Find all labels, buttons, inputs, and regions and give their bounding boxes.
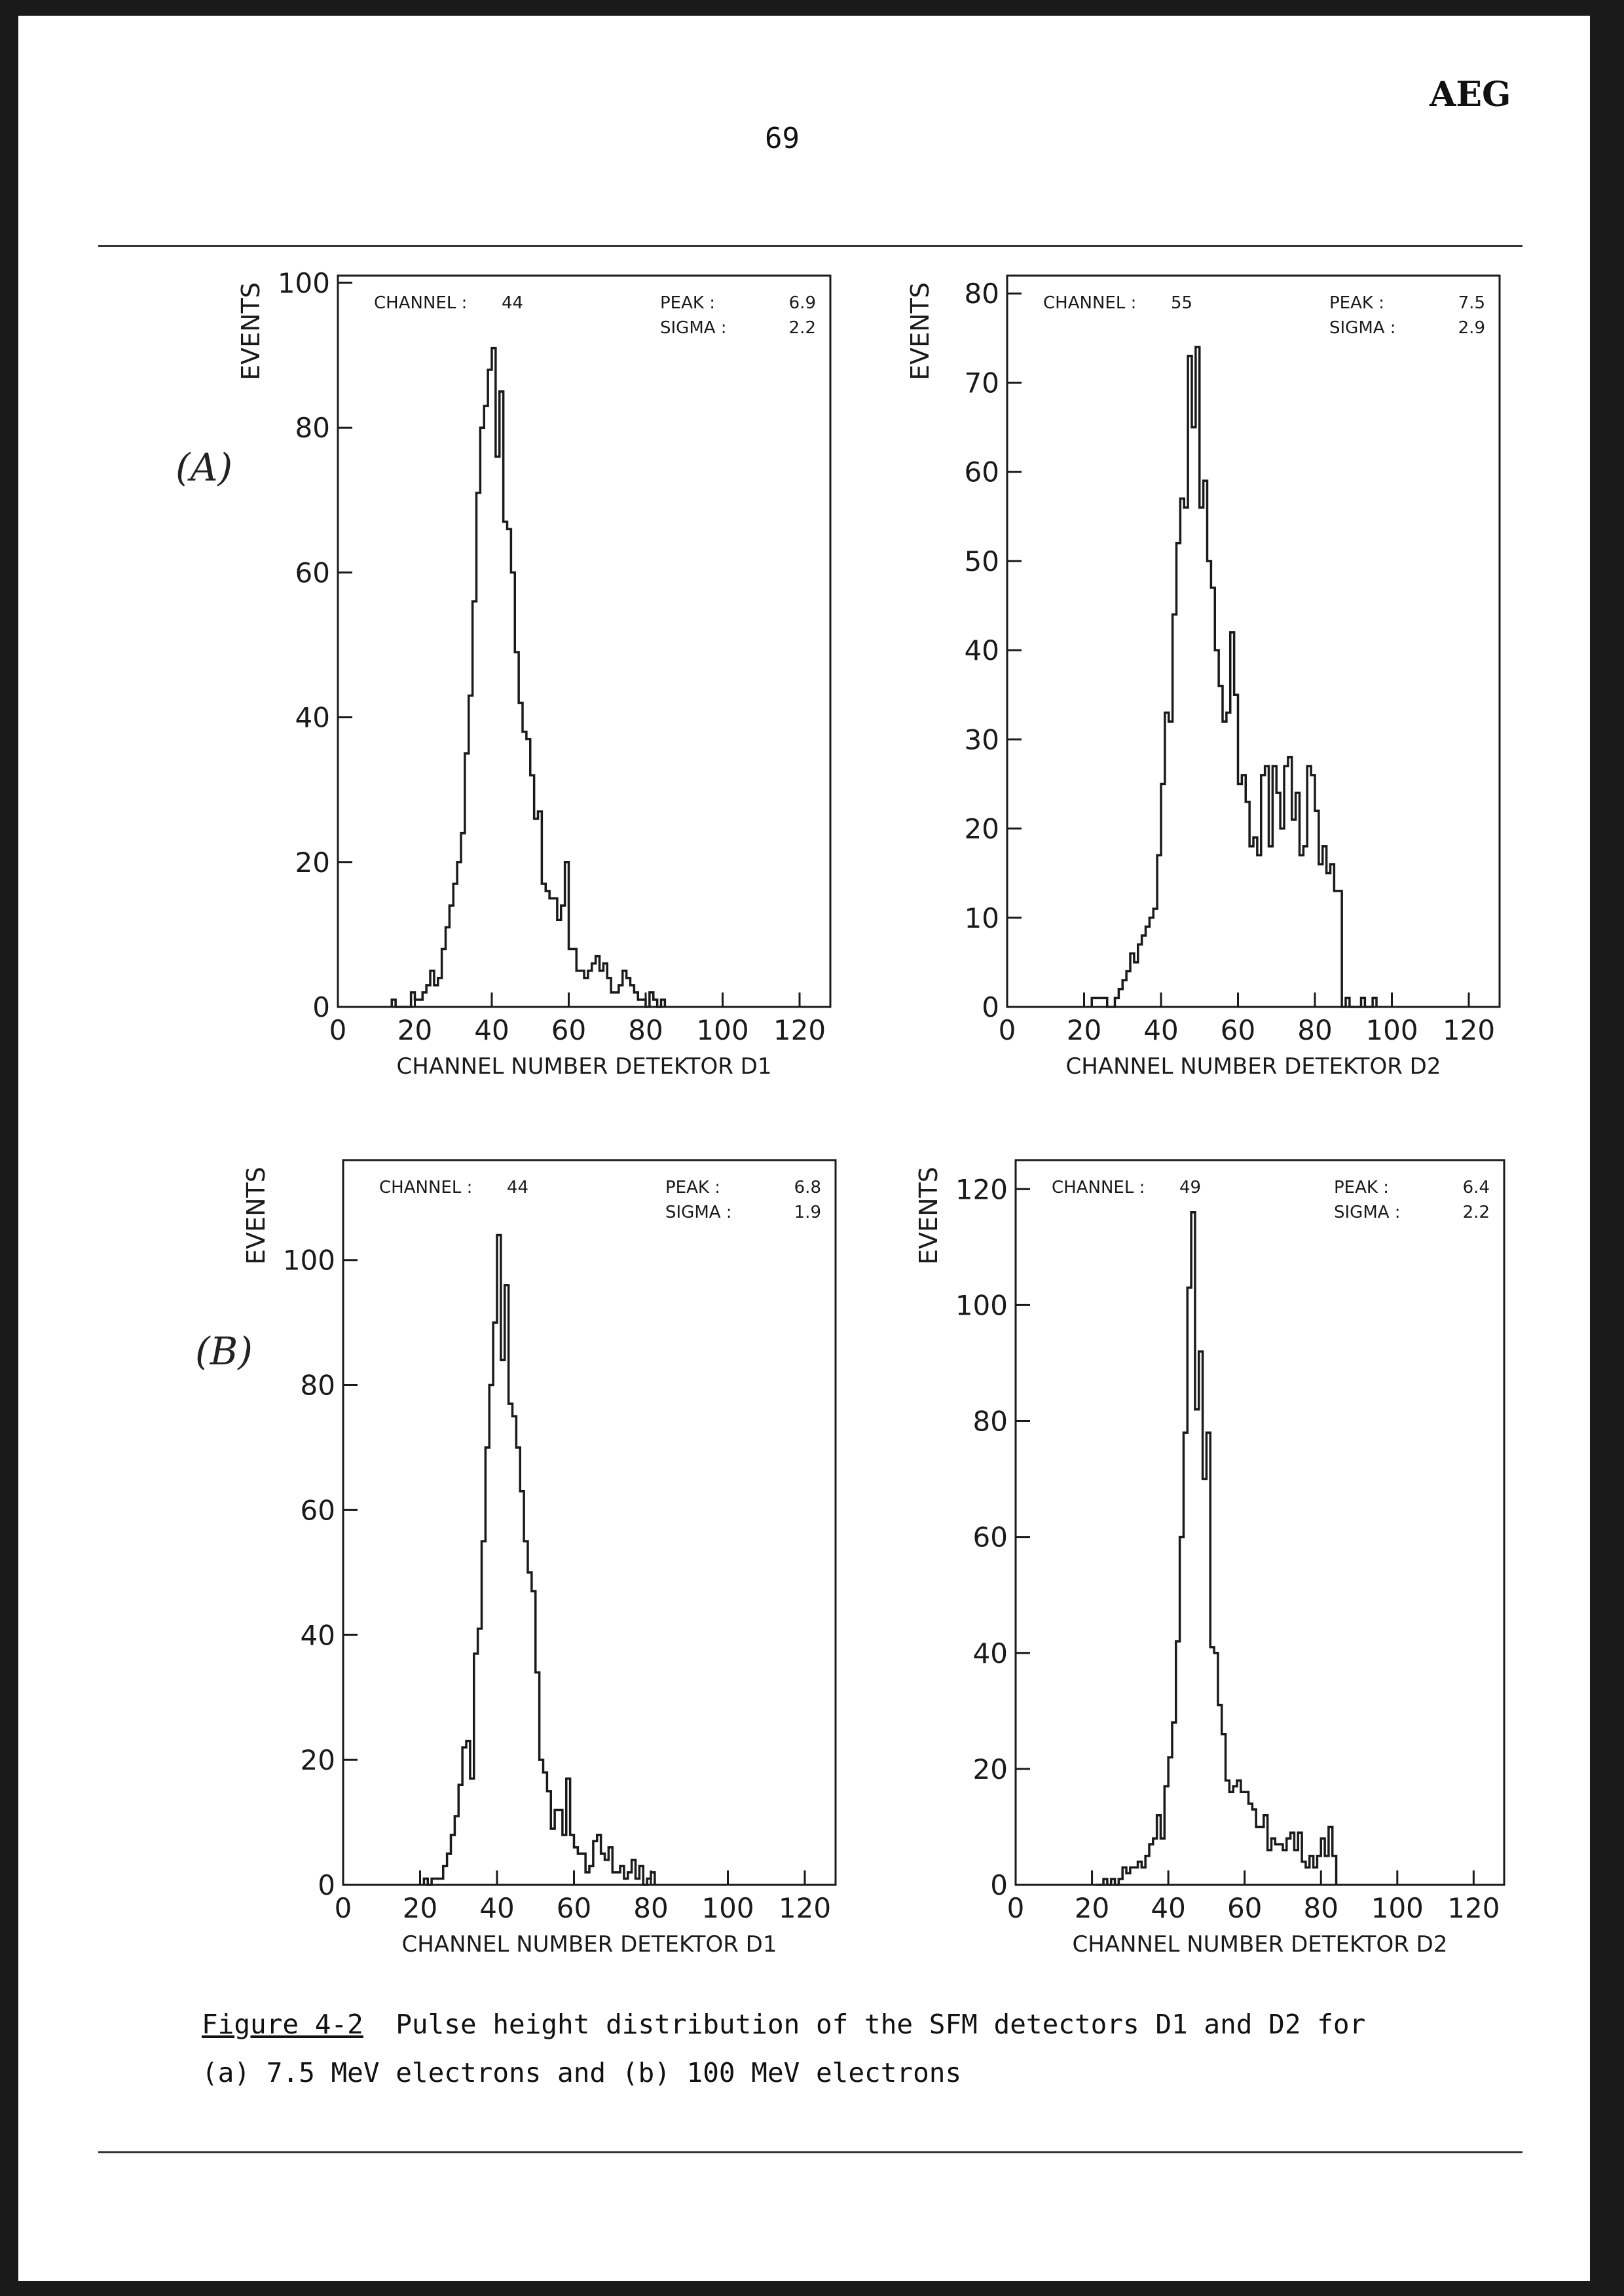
y-tick-label: 10 [964,902,999,934]
document-page [18,16,1590,2281]
channel-label: CHANNEL : [1043,293,1137,313]
y-tick-label: 20 [964,812,999,845]
x-tick-label: 60 [1220,1014,1256,1046]
figure-label: Figure 4-2 [202,2009,363,2040]
peak-label: PEAK : [660,293,715,313]
y-tick-label: 60 [295,556,330,589]
sigma-value: 2.9 [1458,318,1485,338]
y-tick-label: 40 [300,1619,335,1652]
page-number: 69 [765,122,800,155]
x-axis-label: CHANNEL NUMBER DETEKTOR D2 [1072,1931,1448,1958]
peak-value: 6.8 [794,1178,821,1197]
x-tick-label: 100 [701,1892,754,1924]
sigma-label: SIGMA : [660,318,727,338]
sigma-label: SIGMA : [665,1203,732,1222]
peak-value: 6.9 [788,293,816,313]
x-tick-label: 0 [334,1892,352,1924]
channel-label: CHANNEL : [1052,1178,1145,1197]
y-tick-label: 20 [300,1744,335,1777]
channel-value: 44 [502,293,524,313]
sigma-value: 1.9 [794,1203,821,1222]
x-tick-label: 100 [696,1014,749,1046]
row-b-annotation: (B) [195,1329,253,1374]
y-tick-label: 40 [964,634,999,667]
peak-value: 7.5 [1458,293,1485,313]
x-tick-label: 100 [1365,1014,1418,1046]
header-rule [98,245,1522,247]
x-tick-label: 120 [1442,1014,1496,1046]
x-tick-label: 20 [1066,1014,1102,1046]
y-tick-label: 70 [964,367,999,399]
y-tick-label: 80 [972,1405,1008,1438]
y-tick-label: 20 [295,846,330,879]
x-tick-label: 80 [1303,1892,1338,1924]
x-tick-label: 80 [628,1014,663,1046]
y-tick-label: 40 [972,1637,1008,1669]
figure-caption-line-2: (a) 7.5 MeV electrons and (b) 100 MeV electrons [202,2057,962,2088]
y-tick-label: 40 [295,701,330,734]
sigma-value: 2.2 [1462,1203,1490,1222]
x-axis-label: CHANNEL NUMBER DETEKTOR D1 [396,1053,772,1080]
y-axis-label: EVENTS [914,1167,943,1265]
x-tick-label: 20 [397,1014,433,1046]
x-tick-label: 20 [402,1892,438,1924]
peak-label: PEAK : [1334,1178,1389,1197]
y-tick-label: 0 [982,991,999,1023]
figure-caption-line-1 [202,2009,1365,2040]
x-tick-label: 60 [556,1892,592,1924]
y-tick-label: 80 [295,412,330,445]
x-tick-label: 80 [633,1892,669,1924]
peak-label: PEAK : [665,1178,720,1197]
y-tick-label: 100 [955,1289,1008,1322]
x-tick-label: 0 [998,1014,1016,1046]
y-axis-label: EVENTS [906,282,934,380]
x-tick-label: 60 [1227,1892,1263,1924]
footer-rule [98,2151,1522,2153]
channel-value: 55 [1171,293,1193,313]
sigma-value: 2.2 [788,318,816,338]
sigma-label: SIGMA : [1334,1203,1401,1222]
x-tick-label: 40 [479,1892,515,1924]
y-tick-label: 120 [955,1173,1008,1206]
x-tick-label: 40 [1143,1014,1179,1046]
y-axis-label: EVENTS [242,1167,270,1265]
row-a-annotation: (A) [175,445,233,490]
x-axis-label: CHANNEL NUMBER DETEKTOR D2 [1065,1053,1441,1080]
caption-text-1: Pulse height distribution of the SFM detectors D1 and D2 for [363,2009,1366,2040]
x-tick-label: 120 [773,1014,826,1046]
y-tick-label: 0 [318,1869,335,1901]
y-tick-label: 60 [300,1494,335,1527]
channel-label: CHANNEL : [374,293,468,313]
x-tick-label: 60 [551,1014,587,1046]
x-tick-label: 120 [778,1892,832,1924]
y-tick-label: 60 [972,1521,1008,1554]
y-tick-label: 80 [964,278,999,310]
y-tick-label: 80 [300,1369,335,1402]
x-axis-label: CHANNEL NUMBER DETEKTOR D1 [401,1931,777,1958]
x-tick-label: 20 [1074,1892,1110,1924]
brand-logo: AEG [1430,75,1511,115]
x-tick-label: 0 [1006,1892,1025,1924]
y-tick-label: 100 [282,1244,335,1277]
y-tick-label: 0 [990,1869,1008,1901]
x-tick-label: 0 [329,1014,347,1046]
x-tick-label: 80 [1297,1014,1333,1046]
peak-label: PEAK : [1329,293,1384,313]
sigma-label: SIGMA : [1329,318,1396,338]
y-tick-label: 20 [972,1753,1008,1785]
y-tick-label: 0 [312,991,330,1023]
x-tick-label: 100 [1371,1892,1424,1924]
x-tick-label: 40 [474,1014,509,1046]
peak-value: 6.4 [1462,1178,1490,1197]
x-tick-label: 40 [1151,1892,1186,1924]
y-tick-label: 30 [964,723,999,756]
y-tick-label: 100 [277,267,330,300]
x-tick-label: 120 [1447,1892,1500,1924]
y-axis-label: EVENTS [236,282,265,380]
channel-value: 44 [507,1178,529,1197]
channel-label: CHANNEL : [379,1178,473,1197]
channel-value: 49 [1179,1178,1202,1197]
y-tick-label: 60 [964,456,999,488]
y-tick-label: 50 [964,545,999,577]
